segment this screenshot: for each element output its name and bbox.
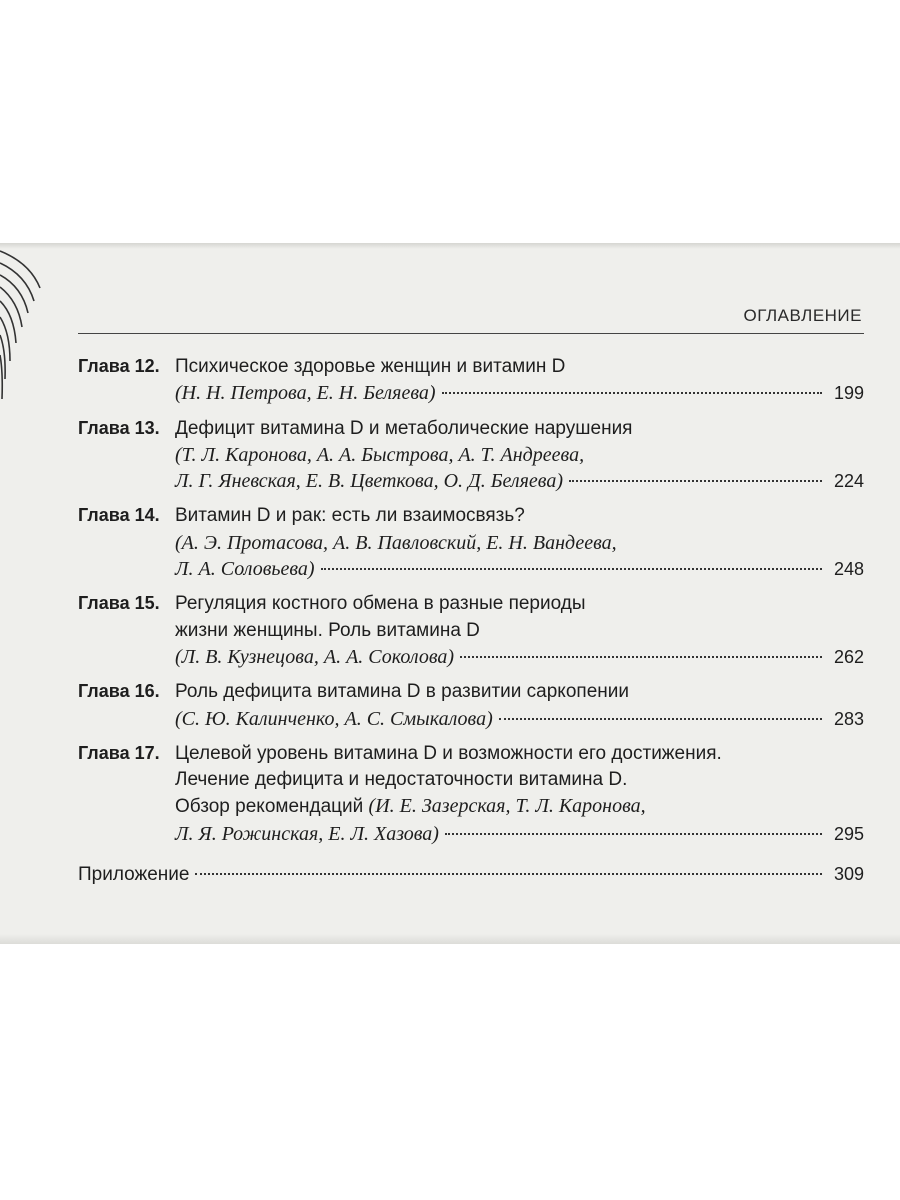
table-of-contents bbox=[78, 353, 864, 896]
dot-leader bbox=[321, 568, 822, 570]
chapter-label: Глава 12. bbox=[78, 356, 160, 376]
chapter-authors-continued: Л. Я. Рожинская, Е. Л. Хазова) bbox=[175, 822, 439, 845]
toc-entry-chapter-16[interactable] bbox=[78, 678, 864, 732]
chapter-authors-continued: Л. Г. Яневская, Е. В. Цветкова, О. Д. Беляева) bbox=[175, 470, 564, 493]
toc-entry-chapter-14[interactable] bbox=[78, 502, 864, 582]
dot-leader bbox=[499, 718, 822, 720]
dot-leader bbox=[460, 656, 822, 658]
chapter-title: Роль дефицита витамина D в развитии саркопении bbox=[175, 681, 629, 703]
chapter-label: Глава 16. bbox=[78, 681, 160, 702]
toc-entry-chapter-13[interactable] bbox=[78, 415, 864, 495]
chapter-authors: (А. Э. Протасова, А. В. Павловский, Е. Н. Вандеева, bbox=[175, 531, 617, 554]
toc-entry-chapter-12[interactable] bbox=[78, 353, 864, 407]
dot-leader bbox=[195, 873, 822, 875]
toc-entry-chapter-15[interactable] bbox=[78, 590, 864, 670]
page-edge-shadow-top bbox=[0, 243, 900, 249]
running-head: ОГЛАВЛЕНИЕ bbox=[743, 306, 862, 325]
page-number: 262 bbox=[833, 646, 864, 667]
dot-leader bbox=[569, 480, 822, 482]
chapter-label: Глава 14. bbox=[78, 505, 160, 526]
chapter-title: Дефицит витамина D и метаболические нарушения bbox=[175, 417, 633, 439]
chapter-label: Глава 13. bbox=[78, 417, 160, 438]
page-number: 309 bbox=[833, 864, 864, 885]
chapter-title: Витамин D и рак: есть ли взаимосвязь? bbox=[175, 505, 525, 527]
chapter-authors: (И. Е. Зазерская, Т. Л. Каронова, bbox=[368, 795, 646, 818]
page-edge-shadow-bottom bbox=[0, 934, 900, 944]
decorative-swirl-icon bbox=[0, 243, 48, 443]
appendix-title: Приложение bbox=[78, 864, 190, 886]
header-rule bbox=[78, 333, 864, 334]
chapter-authors-continued: Л. А. Соловьева) bbox=[175, 558, 315, 581]
chapter-authors: (Л. В. Кузнецова, А. А. Соколова) bbox=[175, 645, 455, 668]
chapter-title: Психическое здоровье женщин и витамин D bbox=[175, 356, 566, 377]
chapter-title-continued: Обзор рекомендаций bbox=[175, 796, 369, 818]
chapter-label: Глава 17. bbox=[78, 742, 160, 763]
dot-leader bbox=[442, 392, 822, 394]
page-number: 199 bbox=[833, 383, 864, 404]
toc-entry-appendix[interactable] bbox=[78, 861, 864, 888]
chapter-authors: (Т. Л. Каронова, А. А. Быстрова, А. Т. Андреева, bbox=[175, 443, 585, 466]
page-number: 283 bbox=[833, 708, 864, 729]
page-number: 248 bbox=[833, 559, 864, 580]
chapter-title-continued: жизни женщины. Роль витамина D bbox=[175, 619, 480, 641]
chapter-authors: (Н. Н. Петрова, Е. Н. Беляева) bbox=[175, 382, 436, 405]
chapter-title: Регуляция костного обмена в разные периоды bbox=[175, 593, 586, 615]
page-number: 224 bbox=[833, 471, 864, 492]
chapter-title: Целевой уровень витамина D и возможности его достижения. bbox=[175, 742, 722, 764]
toc-entry-chapter-17[interactable] bbox=[78, 740, 864, 847]
dot-leader bbox=[445, 833, 822, 835]
chapter-title-continued: Лечение дефицита и недостаточности витамина D. bbox=[175, 769, 628, 791]
chapter-label: Глава 15. bbox=[78, 593, 160, 614]
page-number: 295 bbox=[833, 823, 864, 844]
chapter-authors: (С. Ю. Калинченко, А. С. Смыкалова) bbox=[175, 707, 493, 730]
